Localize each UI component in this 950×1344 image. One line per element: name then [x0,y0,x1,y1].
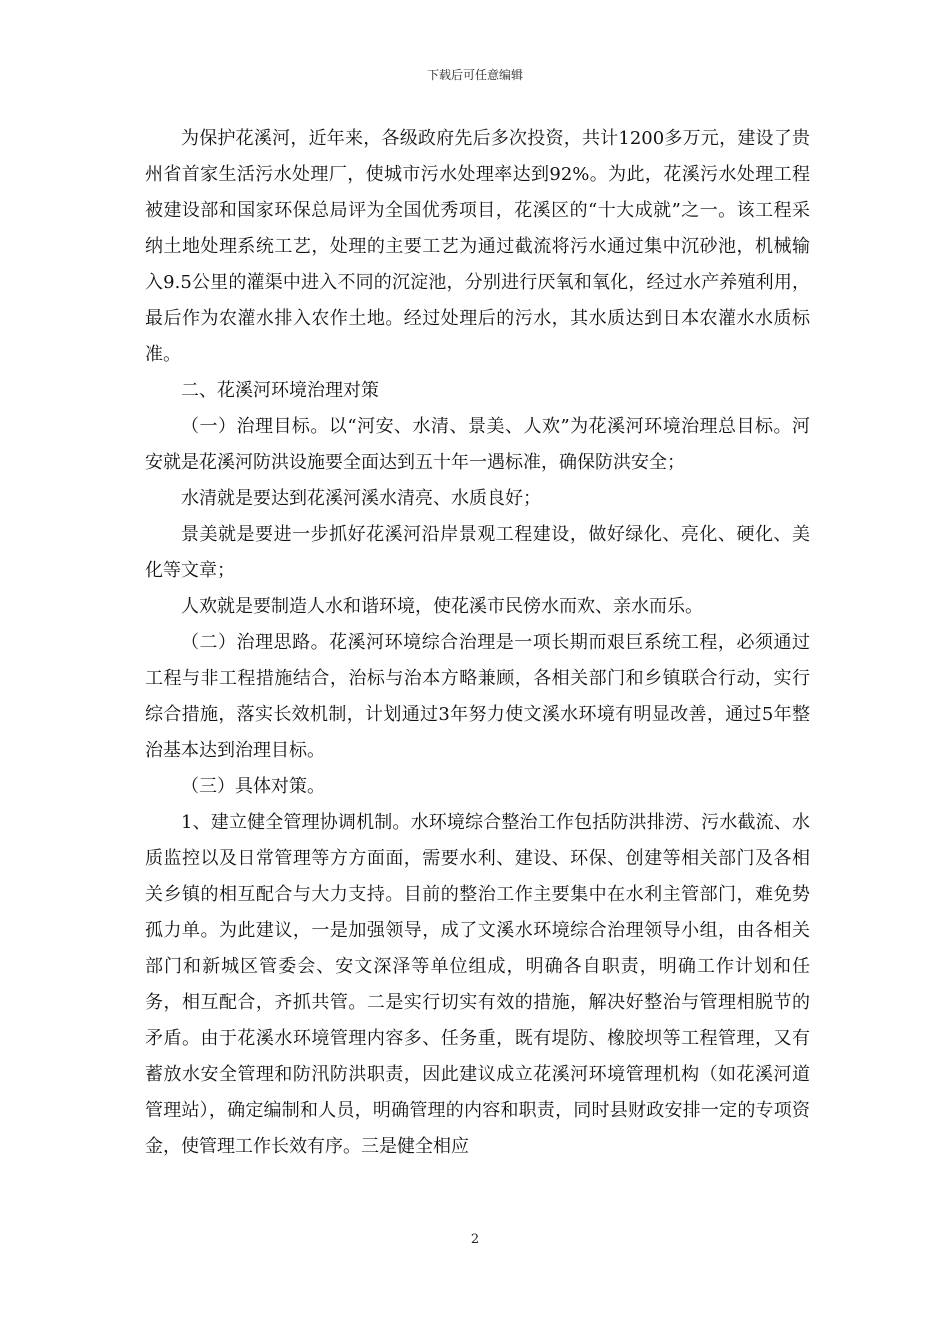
subsection-heading: （三）具体对策。 [181,776,325,797]
page-header: 下载后可任意编辑 [426,68,523,82]
paragraph: （二）治理思路。花溪河环境综合治理是一项长期而艰巨系统工程，必须通过工程与非工程措施结合，治标与治本方略兼顾，各相关部门和乡镇联合行动，实行综合措施，落实长效机制，计划通过3年努力使文溪水环境有明显改善，通过5年整治基本达到治理目标。 [145,632,810,761]
paragraph: 为保护花溪河，近年来，各级政府先后多次投资，共计1200多万元，建设了贵州省首家生活污水处理厂，使城市污水处理率达到92%。为此，花溪污水处理工程被建设部和国家环保总局评为全国优秀项目，花溪区的“十大成就”之一。该工程采纳土地处理系统工艺，处理的主要工艺为通过截流将污水通过集中沉砂池，机械输入9.5公里的灌渠中进入不同的沉淀池，分别进行厌氧和氧化，经过水产养殖利用，最后作为农灌水排入农作土地。经过处理后的污水，其水质达到日本农灌水水质标准。 [145,128,810,365]
paragraph: 1、建立健全管理协调机制。水环境综合整治工作包括防洪排涝、污水截流、水质监控以及日常管理等方方面面，需要水利、建设、环保、创建等相关部门及各相关乡镇的相互配合与大力支持。目前的整治工作主要集中在水利主管部门，难免势孤力单。为此建议，一是加强领导，成了文溪水环境综合治理领导小组，由各相关部门和新城区管委会、安文深泽等单位组成，明确各自职责，明确工作计划和任务，相互配合，齐抓共管。二是实行切实有效的措施，解决好整治与管理相脱节的矛盾。由于花溪水环境管理内容多、任务重，既有堤防、橡胶坝等工程管理，又有蓄放水安全管理和防汛防洪职责，因此建议成立花溪河环境管理机构（如花溪河道管理站），确定编制和人员，明确管理的内容和职责，同时县财政安排一定的专项资金，使管理工作长效有序。三是健全相应 [145,812,810,1157]
paragraph: 水清就是要达到花溪河溪水清亮、水质良好； [181,488,541,509]
paragraph: 景美就是要进一步抓好花溪河沿岸景观工程建设，做好绿化、亮化、硬化、美化等文章； [145,524,810,581]
section-heading: 二、花溪河环境治理对策 [181,380,379,401]
document-body [145,121,810,1165]
paragraph: 人欢就是要制造人水和谐环境，使花溪市民傍水而欢、亲水而乐。 [181,596,703,617]
page-number: 2 [470,1232,480,1247]
paragraph: （一）治理目标。以“河安、水清、景美、人欢”为花溪河环境治理总目标。河安就是花溪河防洪设施要全面达到五十年一遇标准，确保防洪安全； [145,416,810,473]
